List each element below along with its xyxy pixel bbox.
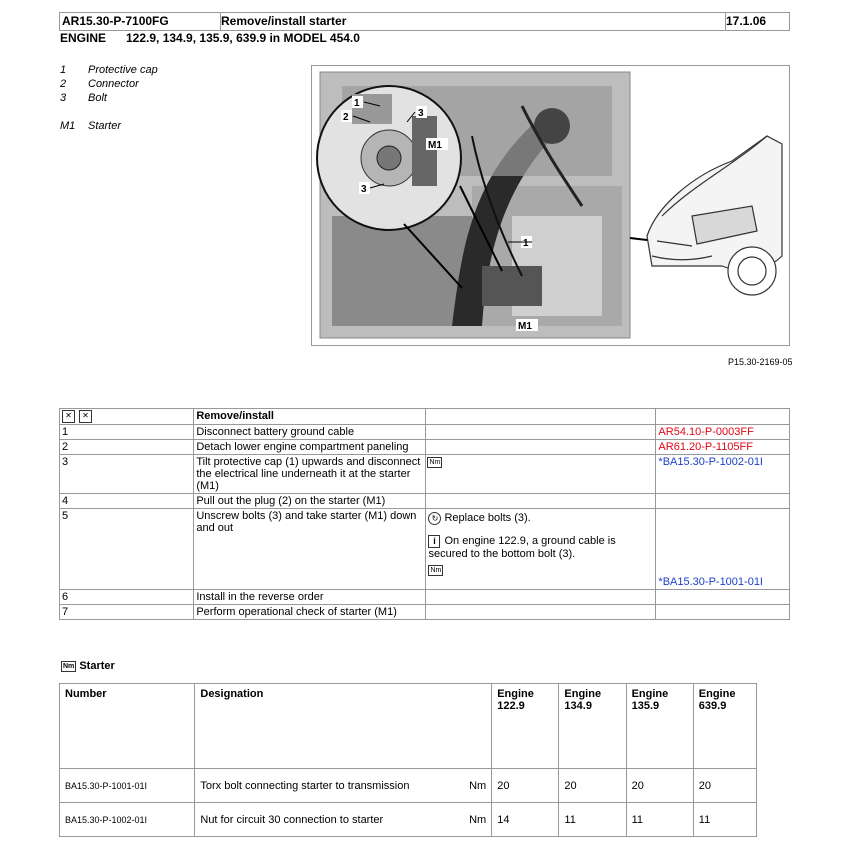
torque-section-title: Nm Starter [63,660,115,672]
torque-row: BA15.30-P-1001-01I Torx bolt connecting starter to transmission Nm 20 20 20 20 [60,769,757,803]
engine-illustration [312,66,789,345]
nm-torque-icon: Nm [429,458,441,466]
engine-figure [311,65,790,346]
engine-label: ENGINE [60,31,107,45]
engine-text: 122.9, 134.9, 135.9, 639.9 in MODEL 454.0 [126,31,360,45]
callout-1: 1 [354,98,360,109]
table-row: 4 Pull out the plug (2) on the starter (M1) [60,494,790,509]
table-row: 5 Unscrew bolts (3) and take starter (M1) down and out ↻ Replace bolts (3). i On engine 122.9, a ground cable is secured to the bottom bolt (3). Nm *BA15.30-P-1001-01I [60,509,790,590]
callout-3-lower: 3 [361,184,367,195]
info-icon: i [428,535,440,548]
nm-torque-icon: Nm [430,566,442,574]
reference-link[interactable]: *BA15.30-P-1001-01I [656,509,790,590]
legend-item: M1 Starter [60,120,122,132]
header-symbols [60,409,194,425]
document-header [59,12,790,31]
legend-item: 1 Protective cap [60,64,158,76]
table-row: 1 Disconnect battery ground cable AR54.10-P-0003FF [60,425,790,440]
callout-m1: M1 [428,140,442,151]
remove-symbol-icon: ✕ [62,410,75,423]
torque-table [59,683,757,837]
callout-m1-main: M1 [518,321,532,332]
callout-1-main: 1 [523,238,529,249]
reference-link[interactable]: *BA15.30-P-1002-01I [656,455,790,494]
document-date: 17.1.06 [726,14,767,28]
table-row: 6 Install in the reverse order [60,590,790,605]
reference-link[interactable]: AR61.20-P-1105FF [656,440,790,455]
table-row: 3 Tilt protective cap (1) upwards and disconnect the electrical line underneath it at the starter (M1) Nm *BA15.30-P-1002-01I [60,455,790,494]
steps-table [59,408,790,620]
callout-3: 3 [418,108,424,119]
engine-line [60,31,360,45]
callout-2: 2 [343,112,349,123]
torque-header-row: Number Designation Engine 122.9 Engine 134.9 Engine 135.9 Engine 639.9 [60,684,757,769]
figure-caption: P15.30-2169-05 [728,357,793,367]
header-remove-install: Remove/install [194,409,426,425]
car-illustration [647,136,782,295]
install-symbol-icon: ✕ [79,410,92,423]
legend [60,63,158,133]
document-title: Remove/install starter [219,13,726,30]
legend-item: 2 Connector [60,78,139,90]
table-header-row [60,409,790,425]
nm-torque-icon: Nm [63,662,75,670]
table-row: 2 Detach lower engine compartment paneling AR61.20-P-1105FF [60,440,790,455]
reference-link[interactable]: AR54.10-P-0003FF [656,425,790,440]
torque-row: BA15.30-P-1002-01I Nut for circuit 30 connection to starter Nm 14 11 11 11 [60,803,757,837]
replace-icon: ↻ [428,512,441,525]
document-id: AR15.30-P-7100FG [60,13,221,30]
table-row: 7 Perform operational check of starter (M1) [60,605,790,620]
legend-item: 3 Bolt [60,92,107,104]
